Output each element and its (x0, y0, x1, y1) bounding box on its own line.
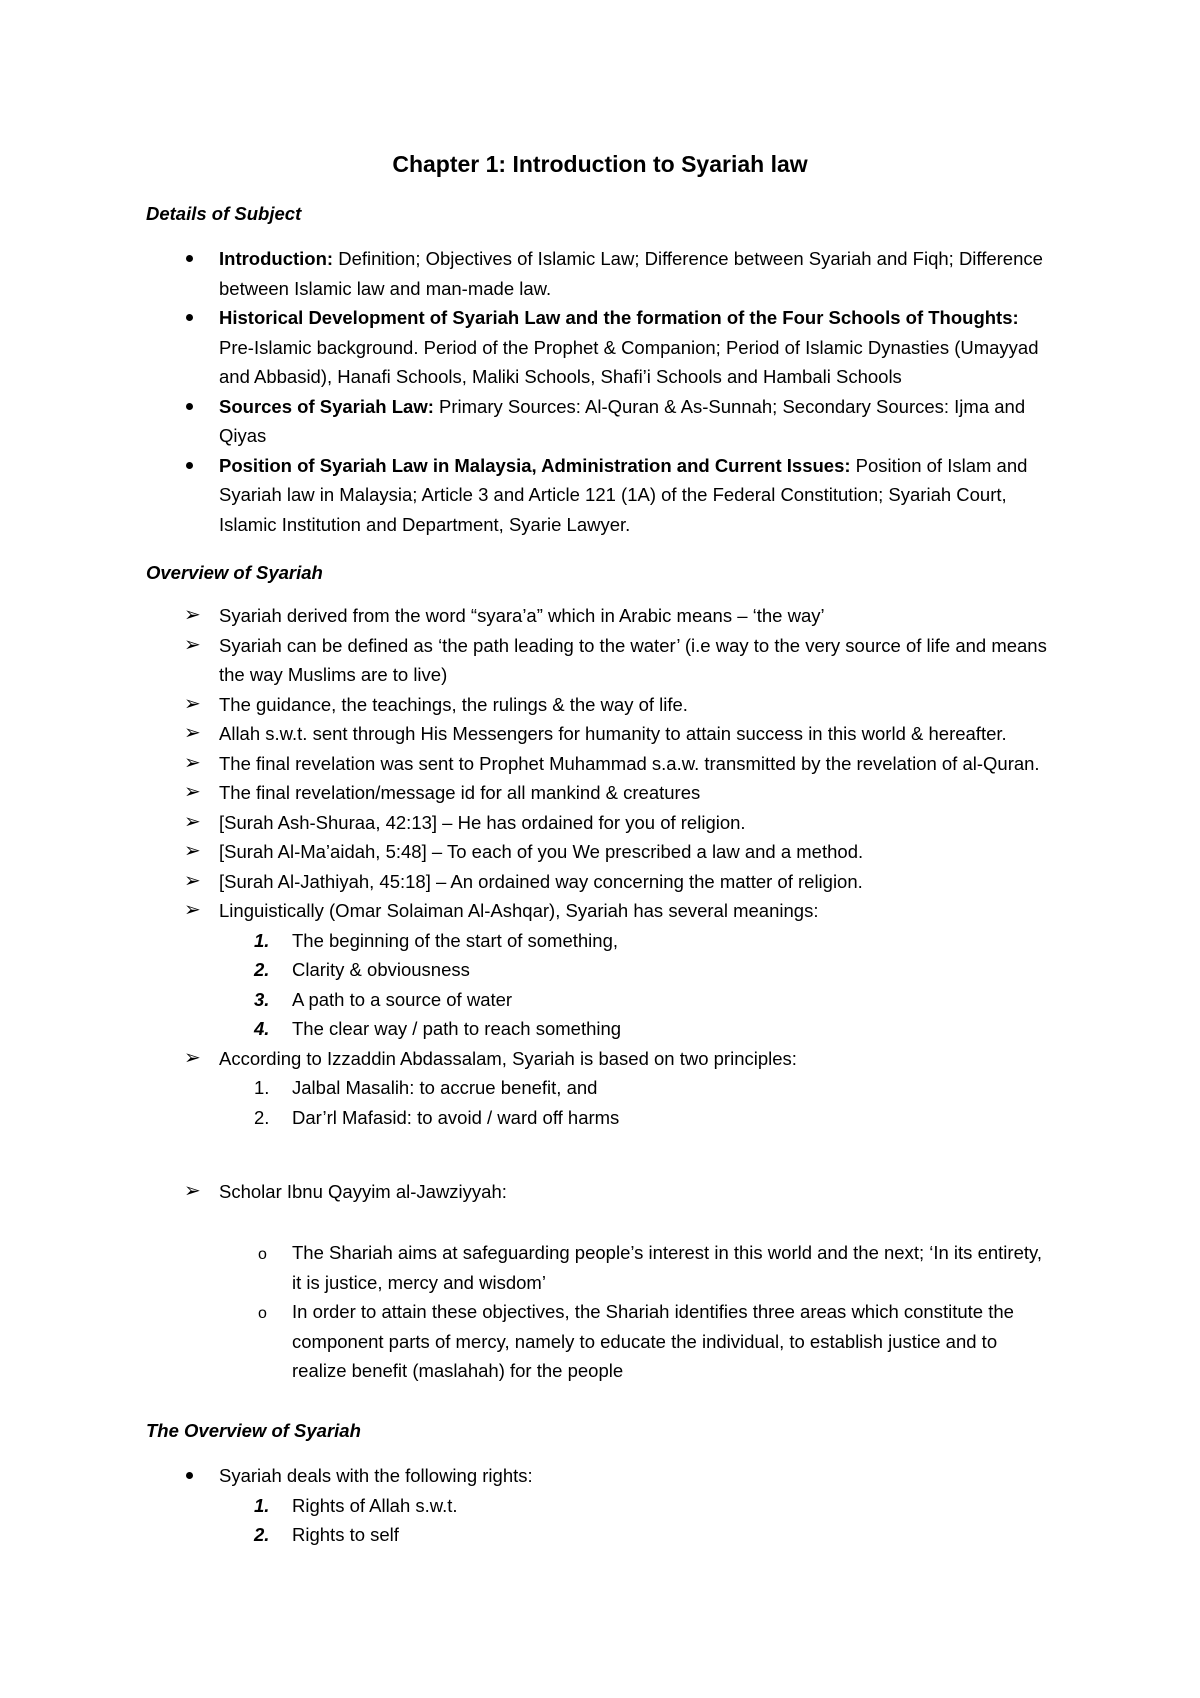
arrow-bullet-icon: ➢ (184, 869, 201, 892)
sub-list-item (0, 1297, 1052, 1386)
section-heading-overview: Overview of Syariah (146, 562, 323, 583)
item-text: The guidance, the teachings, the rulings & the way of life. (219, 693, 688, 715)
item-number: 2. (254, 1524, 270, 1545)
list-item (0, 896, 1049, 926)
item-text: Syariah can be defined as ‘the path leading to the water’ (i.e way to the very source of life and means the way Muslims are to live) (219, 634, 1047, 685)
circle-bullet-icon: o (258, 1246, 267, 1263)
item-text: Definition; Objectives of Islamic Law; Difference between Syariah and Fiqh; Difference between Islamic law and man-made law. (219, 248, 1043, 299)
item-text: Position of Islam and Syariah law in Malaysia; Article 3 and Article 121 (1A) of the Federal Constitution; Syariah Court, Islamic Institution and Department, Syarie Lawyer. (219, 454, 1028, 535)
list-item (0, 837, 1049, 867)
list-item (0, 392, 1049, 451)
item-text: Scholar Ibnu Qayyim al-Jawziyyah: (219, 1181, 507, 1202)
numbered-item (0, 1073, 1052, 1103)
list-item (0, 303, 1049, 392)
item-text: Syariah deals with the following rights: (219, 1465, 533, 1486)
arrow-bullet-icon: ➢ (184, 604, 201, 626)
circle-bullet-icon: o (258, 1305, 267, 1322)
item-text: [Surah Ash-Shuraa, 42:13] – He has ordained for you of religion. (219, 811, 746, 833)
arrow-bullet-icon: ➢ (184, 722, 201, 744)
list-item (0, 808, 1049, 838)
list-item (0, 690, 1049, 720)
item-text: Pre-Islamic background. Period of the Prophet & Companion; Period of Islamic Dynasties (Umayyad and Abbasid), Hanafi Schools, Maliki Schools, Shafi’i Schools and Hambali Schools (219, 336, 1039, 387)
list-item (0, 1461, 1049, 1491)
sub-list-item (0, 1238, 1052, 1297)
arrow-bullet-icon: ➢ (184, 692, 201, 715)
item-number: 3. (254, 988, 270, 1010)
item-text: Primary Sources: Al-Quran & As-Sunnah; Secondary Sources: Ijma and Qiyas (219, 395, 1026, 446)
item-number: 4. (254, 1018, 270, 1039)
item-text: Dar’rl Mafasid: to avoid / ward off harms (292, 1106, 620, 1128)
list-item (0, 601, 1049, 631)
arrow-bullet-icon: ➢ (184, 810, 201, 833)
item-text: Rights of Allah s.w.t. (292, 1494, 458, 1516)
numbered-item (0, 1014, 1052, 1044)
list-item (0, 749, 1049, 779)
item-text: Rights to self (292, 1524, 399, 1545)
item-number: 2. (254, 1106, 270, 1128)
rights-list (0, 1461, 1200, 1550)
item-text: A path to a source of water (292, 988, 513, 1010)
item-text: [Surah Al-Ma’aidah, 5:48] – To each of you We prescribed a law and a method. (219, 841, 864, 862)
list-item (0, 778, 1049, 808)
arrow-bullet-icon: ➢ (184, 1046, 201, 1069)
numbered-item (0, 985, 1052, 1015)
ibnu-list (0, 1177, 1200, 1207)
list-item (0, 451, 1049, 540)
section-heading-the-overview: The Overview of Syariah (146, 1420, 361, 1441)
item-text: Linguistically (Omar Solaiman Al-Ashqar), Syariah has several meanings: (219, 900, 819, 921)
item-label: Sources of Syariah Law: (219, 395, 434, 417)
ibnu-points-list (0, 1238, 1200, 1386)
numbered-item (0, 1491, 1052, 1521)
item-text: [Surah Al-Jathiyah, 45:18] – An ordained way concerning the matter of religion. (219, 870, 863, 892)
item-number: 1. (254, 1077, 270, 1098)
item-label: Historical Development of Syariah Law and the formation of the Four Schools of Thoughts: (219, 307, 1019, 328)
numbered-item (0, 955, 1052, 985)
item-number: 1. (254, 1494, 270, 1516)
numbered-item (0, 926, 1052, 956)
list-item (0, 631, 1049, 690)
arrow-bullet-icon: ➢ (184, 751, 201, 774)
arrow-bullet-icon: ➢ (184, 781, 201, 803)
item-label: Position of Syariah Law in Malaysia, Administration and Current Issues: (219, 454, 851, 476)
arrow-bullet-icon: ➢ (184, 840, 201, 862)
item-label: Introduction: (219, 248, 334, 269)
numbered-item (0, 1103, 1052, 1133)
numbered-item (0, 1520, 1052, 1550)
item-text: In order to attain these objectives, the Shariah identifies three areas which constitute the component parts of mercy, namely to educate the individual, to establish justice and to realize benefit (maslahah) for the people (292, 1301, 1014, 1381)
item-text: The final revelation/message id for all mankind & creatures (219, 782, 701, 803)
item-text: The Shariah aims at safeguarding people’s interest in this world and the next; ‘In its entirety, it is justice, mercy and wisdom’ (292, 1242, 1043, 1293)
details-list (0, 244, 1200, 539)
item-text: Jalbal Masalih: to accrue benefit, and (292, 1077, 598, 1098)
item-text: Syariah derived from the word “syara’a” which in Arabic means – ‘the way’ (219, 605, 825, 626)
arrow-bullet-icon: ➢ (184, 899, 201, 921)
list-item (0, 719, 1049, 749)
item-text: The final revelation was sent to Prophet Muhammad s.a.w. transmitted by the revelation of al-Quran. (219, 752, 1040, 774)
item-text: Clarity & obviousness (292, 959, 470, 980)
item-text: The beginning of the start of something, (292, 929, 619, 951)
item-number: 1. (254, 929, 270, 951)
page-title: Chapter 1: Introduction to Syariah law (392, 151, 808, 177)
item-text: The clear way / path to reach something (292, 1018, 622, 1039)
list-item (0, 867, 1049, 897)
list-item (0, 1044, 1049, 1074)
overview-list (0, 601, 1200, 1132)
list-item (0, 1177, 1049, 1207)
arrow-bullet-icon: ➢ (184, 1180, 201, 1202)
list-item (0, 244, 1049, 303)
item-text: According to Izzaddin Abdassalam, Syariah is based on two principles: (219, 1047, 797, 1069)
item-text: Allah s.w.t. sent through His Messengers for humanity to attain success in this world & hereafter. (219, 723, 1007, 744)
arrow-bullet-icon: ➢ (184, 633, 201, 656)
section-heading-details: Details of Subject (146, 203, 302, 224)
item-number: 2. (254, 959, 270, 980)
